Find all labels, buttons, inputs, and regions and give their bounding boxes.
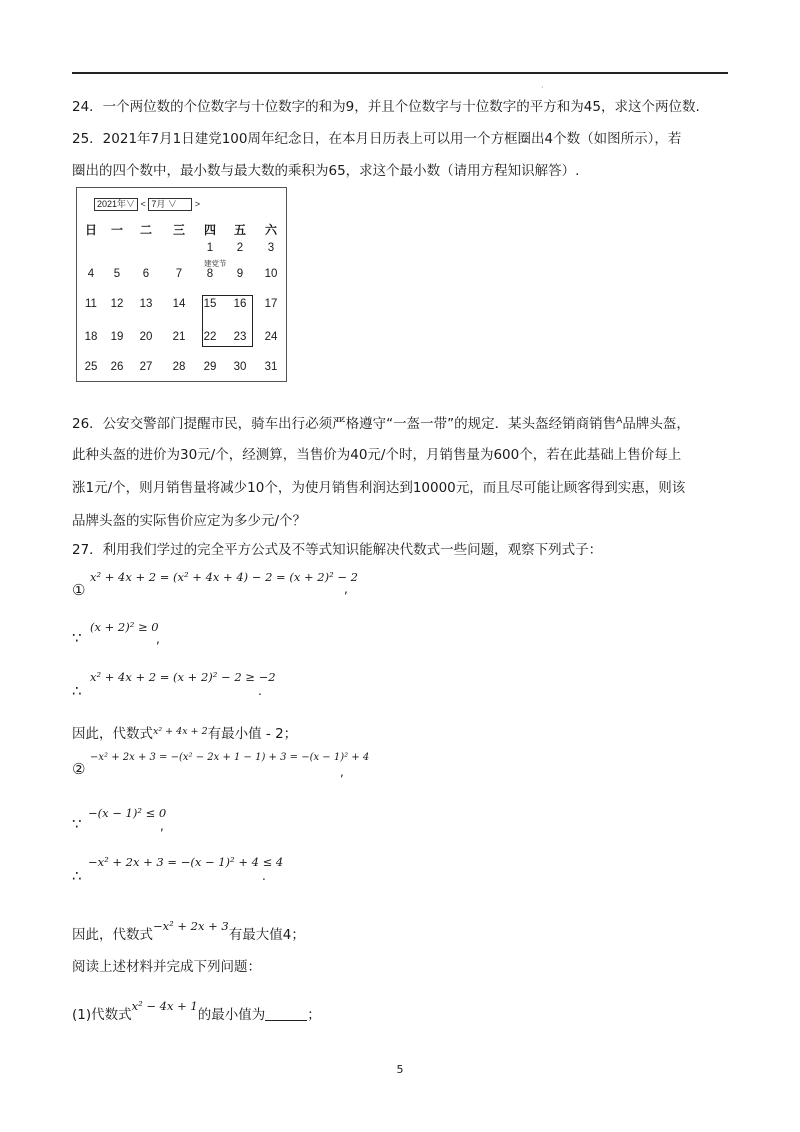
calendar-day: 28	[172, 361, 186, 373]
because-2: ∵	[72, 815, 82, 833]
calendar-figure	[76, 187, 287, 382]
calendar-day: 22	[203, 331, 217, 343]
calendar-day: 11	[85, 298, 97, 310]
result-2: −x² + 2x + 3 = −(x − 1)² + 4 ≤ 4	[88, 855, 284, 869]
therefore-1: ∴	[72, 682, 82, 700]
sub-question-1	[72, 996, 321, 1025]
calendar-day: 18	[84, 331, 98, 343]
calendar-day: 20	[139, 331, 153, 343]
next-month-arrow: >	[194, 198, 201, 209]
ineq2-comma: ,	[160, 819, 164, 833]
question-25-line1: 25．2021年7月1日建党100周年纪念日，在本月日历表上可以用一个方框圈出4个数（如图所示），若	[72, 131, 682, 147]
question-25-line2: 圈出的四个数中，最小数与最大数的乘积为65，求这个最小数（请用方程知识解答）.	[72, 163, 580, 179]
concl2-expr: −x² + 2x + 3	[153, 919, 229, 933]
question-26-line1	[72, 411, 690, 434]
prev-month-arrow: <	[140, 198, 146, 209]
weekday-header: 一	[110, 223, 123, 237]
weekday-header: 二	[139, 223, 152, 237]
sub1-pre: (1)代数式	[72, 1007, 132, 1023]
weekday-header: 五	[233, 223, 246, 237]
calendar-day: 16	[233, 298, 247, 310]
result-1: x² + 4x + 2 = (x + 2)² − 2 ≥ −2	[90, 670, 276, 684]
question-26-line3: 涨1元/个，则月销售量将减少10个，为使月销售利润达到10000元，而且尽可能让顾客得到实惠，则该	[72, 480, 686, 496]
calendar-day: 9	[236, 268, 244, 280]
equation-2: −x² + 2x + 3 = −(x² − 2x + 1 − 1) + 3 = −(x − 1)² + 4	[90, 752, 370, 763]
question-27-intro: 27．利用我们学过的完全平方公式及不等式知识能解决代数式一些问题，观察下列式子：	[72, 542, 603, 558]
question-26-line4: 品牌头盔的实际售价应定为多少元/个？	[72, 513, 307, 529]
inequality-2: −(x − 1)² ≤ 0	[88, 806, 167, 820]
calendar-day: 17	[264, 298, 278, 310]
therefore-2: ∴	[72, 867, 82, 885]
res2-period: .	[262, 869, 266, 883]
conclusion-2	[72, 916, 305, 945]
weekday-header: 四	[203, 223, 216, 237]
conclusion-1	[72, 722, 297, 744]
calendar-day: 25	[84, 361, 98, 373]
calendar-day: 15	[203, 298, 217, 310]
calendar-day: 31	[264, 361, 278, 373]
inequality-1: (x + 2)² ≥ 0	[90, 620, 159, 634]
weekday-header: 六	[264, 223, 277, 237]
concl2-post: 有最大值4；	[228, 927, 305, 943]
question-26-line2: 此种头盔的进价为30元/个，经测算，当售价为40元/个时，月销售量为600个，若在此基础上售价每上	[72, 447, 682, 463]
question-24: 24．一个两位数的个位数字与十位数字的和为9，并且个位数字与十位数字的平方和为45，求这个两位数.	[72, 99, 700, 115]
eq1-comma: ,	[344, 582, 348, 596]
res1-period: .	[258, 684, 262, 698]
sub1-end: ；	[307, 1007, 321, 1023]
q26-line1a: 26．公安交警部门提醒市民，骑车出行必须严格遵守“一盔一带”的规定．某头盔经销商销售	[72, 416, 617, 432]
calendar-day: 30	[233, 361, 247, 373]
calendar-day: 13	[139, 298, 153, 310]
weekday-header: 日	[84, 223, 97, 237]
concl1-expr: x² + 4x + 2	[153, 726, 208, 737]
concl1-pre: 因此，代数式	[72, 726, 153, 742]
calendar-day: 19	[110, 331, 124, 343]
eq2-comma: ,	[340, 765, 344, 779]
calendar-day: 23	[233, 331, 247, 343]
calendar-day: 6	[142, 268, 150, 280]
calendar-day: 14	[172, 298, 186, 310]
calendar-day: 1	[206, 242, 214, 254]
calendar-controls	[94, 198, 200, 211]
reading-prompt: 阅读上述材料并完成下列问题：	[72, 959, 261, 975]
decorative-dot: ·	[541, 83, 544, 92]
calendar-day: 2	[236, 242, 244, 254]
circle-two: ②	[72, 760, 86, 778]
selection-box	[202, 295, 253, 347]
weekday-header: 三	[172, 223, 185, 237]
calendar-day: 27	[139, 361, 153, 373]
month-select: 7月 ∨	[148, 198, 192, 211]
header-rule	[72, 72, 728, 74]
sub1-post: 的最小值为	[197, 1007, 266, 1023]
sub1-expr: x² − 4x + 1	[131, 999, 198, 1013]
calendar-day: 4	[87, 268, 95, 280]
calendar-day: 8	[206, 268, 214, 280]
q26-line1b: 品牌头盔，	[622, 416, 690, 432]
calendar-day: 29	[203, 361, 217, 373]
answer-blank[interactable]	[265, 1006, 307, 1021]
calendar-day: 12	[110, 298, 124, 310]
calendar-day: 7	[175, 268, 183, 280]
circle-one: ①	[72, 581, 86, 599]
q26-mark-a: A	[616, 416, 623, 426]
calendar-day: 3	[267, 242, 275, 254]
calendar-day: 26	[110, 361, 124, 373]
calendar-day: 21	[172, 331, 186, 343]
ineq1-comma: ,	[156, 632, 160, 646]
concl2-pre: 因此，代数式	[72, 927, 153, 943]
concl1-post: 有最小值 - 2；	[207, 726, 298, 742]
because-1: ∵	[72, 629, 82, 647]
party-day-note: 建党节	[204, 259, 227, 268]
year-select: 2021年∨	[94, 198, 138, 211]
calendar-day: 5	[113, 268, 121, 280]
calendar-day: 24	[264, 331, 278, 343]
calendar-day: 10	[264, 268, 278, 280]
page-number: 5	[396, 1063, 404, 1076]
equation-1: x² + 4x + 2 = (x² + 4x + 4) − 2 = (x + 2)² − 2	[90, 570, 358, 584]
